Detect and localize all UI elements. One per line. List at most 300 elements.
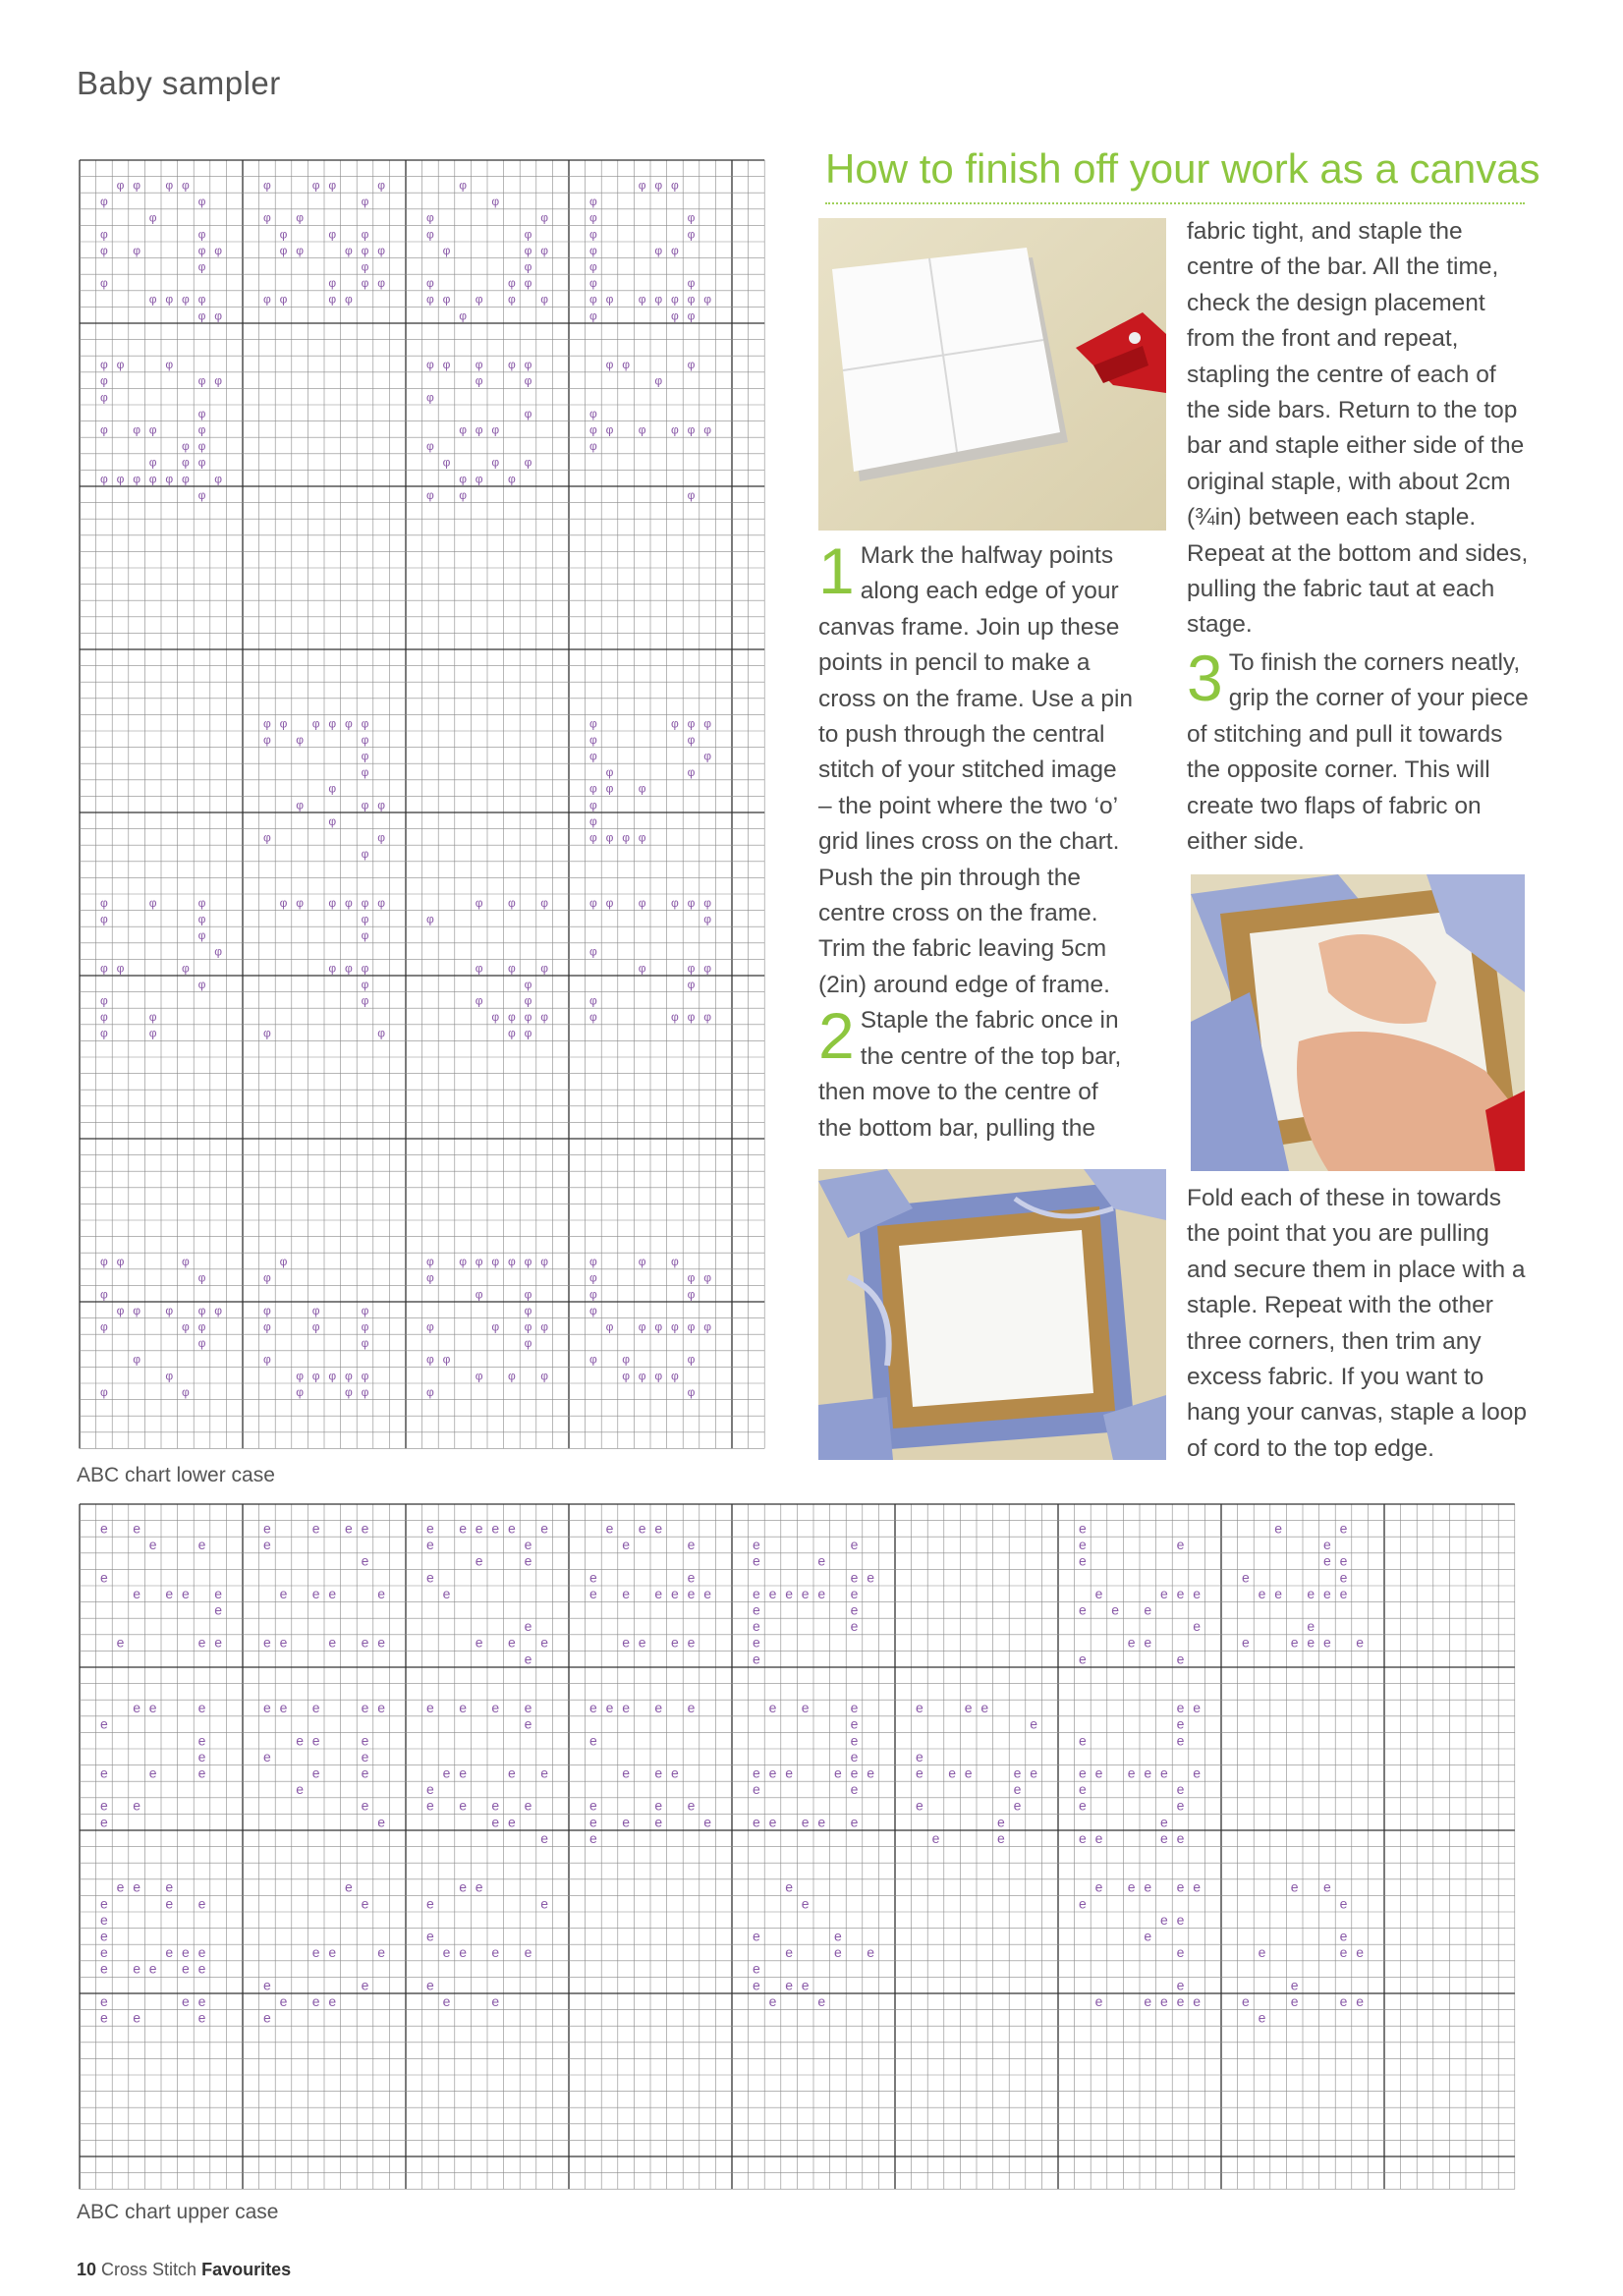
svg-text:e: e (1094, 1829, 1103, 1846)
svg-text:φ: φ (133, 178, 140, 193)
svg-text:e: e (850, 1700, 859, 1716)
svg-text:e: e (753, 1618, 760, 1635)
svg-text:φ: φ (622, 1352, 630, 1367)
svg-text:e: e (753, 1928, 760, 1944)
svg-text:e: e (687, 1537, 696, 1553)
svg-text:φ: φ (116, 961, 125, 976)
svg-text:φ: φ (182, 1319, 190, 1334)
svg-text:e: e (426, 1781, 434, 1798)
svg-text:e: e (1176, 1585, 1185, 1601)
svg-text:e: e (1030, 1715, 1037, 1732)
svg-text:φ: φ (589, 276, 597, 291)
svg-text:e: e (197, 1764, 206, 1781)
svg-text:e: e (1094, 1878, 1103, 1895)
svg-text:e: e (622, 1537, 630, 1553)
svg-text:e: e (1258, 1585, 1266, 1601)
svg-text:φ: φ (426, 358, 434, 372)
svg-text:e: e (801, 1895, 810, 1912)
svg-text:φ: φ (589, 1270, 597, 1285)
svg-text:e: e (311, 1764, 320, 1781)
svg-text:e: e (1323, 1552, 1331, 1569)
svg-text:φ: φ (197, 373, 206, 388)
svg-text:e: e (1079, 1552, 1087, 1569)
svg-text:φ: φ (116, 358, 125, 372)
svg-text:φ: φ (703, 749, 711, 763)
svg-text:e: e (540, 1634, 548, 1651)
svg-text:e: e (197, 1992, 206, 2009)
svg-text:e: e (1144, 1878, 1152, 1895)
svg-text:φ: φ (589, 813, 597, 828)
svg-text:e: e (311, 1520, 320, 1537)
svg-text:e: e (1307, 1585, 1315, 1601)
svg-text:φ: φ (459, 487, 467, 502)
svg-text:φ: φ (638, 961, 646, 976)
svg-text:e: e (1176, 1715, 1185, 1732)
svg-text:e: e (785, 1977, 793, 1993)
svg-text:φ: φ (540, 1319, 548, 1334)
svg-text:e: e (182, 1960, 190, 1977)
svg-text:e: e (1176, 1911, 1185, 1928)
svg-text:φ: φ (687, 358, 696, 372)
svg-text:φ: φ (540, 292, 548, 307)
svg-text:φ: φ (279, 1255, 288, 1269)
svg-text:φ: φ (361, 765, 369, 780)
svg-text:e: e (687, 1797, 696, 1814)
svg-text:e: e (1339, 1569, 1348, 1586)
svg-text:e: e (850, 1537, 859, 1553)
svg-text:φ: φ (377, 830, 385, 845)
svg-text:φ: φ (589, 243, 597, 257)
svg-text:φ: φ (654, 292, 663, 307)
svg-text:φ: φ (197, 227, 206, 242)
svg-text:φ: φ (524, 1303, 532, 1317)
svg-text:e: e (1094, 1992, 1103, 2009)
svg-text:e: e (311, 1732, 320, 1749)
svg-text:φ: φ (589, 749, 597, 763)
svg-text:φ: φ (491, 455, 500, 470)
svg-text:e: e (491, 1992, 500, 2009)
svg-text:e: e (361, 1764, 369, 1781)
svg-text:φ: φ (442, 243, 451, 257)
step-2-number: 2 (818, 999, 855, 1073)
svg-text:e: e (263, 1977, 271, 1993)
svg-text:φ: φ (148, 210, 157, 225)
svg-text:e: e (687, 1634, 696, 1651)
svg-text:e: e (654, 1814, 663, 1830)
svg-text:φ: φ (589, 195, 597, 209)
svg-text:e: e (850, 1732, 859, 1749)
svg-text:φ: φ (654, 243, 663, 257)
svg-text:φ: φ (703, 1010, 711, 1025)
svg-text:e: e (1339, 1928, 1348, 1944)
svg-text:e: e (1111, 1601, 1119, 1618)
svg-text:e: e (475, 1520, 483, 1537)
step-1-text: Mark the halfway points along each edge of your canvas frame. Join up these points in pencil to make a cross on the frame. Use a pin to push through the central stitch of your stitched image – the point where the two ‘o’ grid lines cross on the chart. Push the pin through the centre cross on the frame. Trim the fabric leaving 5cm (2in) around edge of frame. (818, 542, 1134, 998)
svg-text:φ: φ (116, 472, 125, 486)
svg-text:e: e (214, 1634, 222, 1651)
svg-text:φ: φ (165, 358, 174, 372)
svg-text:e: e (182, 1992, 190, 2009)
svg-text:φ: φ (491, 422, 500, 437)
step-2 (818, 999, 1135, 1147)
svg-text:e: e (475, 1634, 483, 1651)
svg-text:φ: φ (638, 1319, 646, 1334)
svg-text:φ: φ (605, 765, 614, 780)
svg-text:e: e (1079, 1601, 1087, 1618)
svg-text:e: e (1176, 1878, 1185, 1895)
svg-text:φ: φ (182, 439, 190, 454)
svg-text:φ: φ (459, 1255, 467, 1269)
svg-text:e: e (753, 1764, 760, 1781)
svg-text:φ: φ (328, 813, 337, 828)
svg-text:φ: φ (361, 749, 369, 763)
svg-text:e: e (1339, 1895, 1348, 1912)
svg-text:φ: φ (100, 373, 108, 388)
svg-text:e: e (100, 1715, 108, 1732)
svg-text:e: e (1160, 1911, 1168, 1928)
svg-text:φ: φ (671, 1010, 679, 1025)
svg-text:φ: φ (671, 308, 679, 323)
svg-text:e: e (964, 1764, 973, 1781)
svg-text:e: e (133, 1797, 140, 1814)
svg-text:φ: φ (540, 895, 548, 910)
abc-upper-case-chart (79, 1503, 1516, 2190)
svg-text:e: e (1013, 1764, 1022, 1781)
svg-text:e: e (1242, 1634, 1250, 1651)
svg-text:φ: φ (540, 1369, 548, 1383)
svg-text:e: e (100, 1764, 108, 1781)
svg-text:e: e (1079, 1797, 1087, 1814)
svg-text:e: e (1144, 1634, 1152, 1651)
svg-text:φ: φ (311, 1303, 320, 1317)
svg-text:φ: φ (491, 1319, 500, 1334)
svg-text:φ: φ (296, 798, 304, 812)
svg-text:e: e (296, 1732, 304, 1749)
svg-text:φ: φ (475, 373, 483, 388)
svg-text:φ: φ (687, 292, 696, 307)
svg-text:e: e (817, 1552, 826, 1569)
svg-text:e: e (703, 1585, 711, 1601)
svg-text:e: e (654, 1797, 663, 1814)
svg-text:e: e (279, 1585, 288, 1601)
svg-text:φ: φ (100, 276, 108, 291)
svg-text:φ: φ (605, 292, 614, 307)
svg-text:e: e (753, 1634, 760, 1651)
svg-text:e: e (1079, 1537, 1087, 1553)
svg-text:e: e (328, 1944, 337, 1961)
svg-text:φ: φ (263, 292, 271, 307)
svg-text:e: e (1258, 1944, 1266, 1961)
svg-text:e: e (459, 1878, 467, 1895)
svg-text:φ: φ (687, 1287, 696, 1302)
article-column-right (1187, 214, 1533, 860)
svg-text:φ: φ (508, 472, 516, 486)
svg-text:φ: φ (589, 406, 597, 420)
svg-text:φ: φ (100, 1010, 108, 1025)
svg-text:φ: φ (116, 178, 125, 193)
svg-text:e: e (197, 1634, 206, 1651)
svg-text:φ: φ (605, 830, 614, 845)
svg-text:φ: φ (589, 1352, 597, 1367)
svg-text:e: e (785, 1878, 793, 1895)
svg-text:φ: φ (426, 439, 434, 454)
svg-text:φ: φ (540, 243, 548, 257)
svg-text:φ: φ (540, 1255, 548, 1269)
svg-text:φ: φ (687, 308, 696, 323)
svg-text:φ: φ (345, 716, 353, 731)
svg-text:φ: φ (328, 178, 337, 193)
svg-text:φ: φ (197, 1319, 206, 1334)
svg-text:φ: φ (687, 276, 696, 291)
svg-text:e: e (589, 1732, 597, 1749)
svg-text:e: e (426, 1797, 434, 1814)
svg-text:φ: φ (491, 1010, 500, 1025)
svg-text:φ: φ (459, 422, 467, 437)
svg-text:e: e (133, 1585, 140, 1601)
svg-text:φ: φ (197, 259, 206, 274)
svg-text:e: e (1127, 1878, 1136, 1895)
svg-text:φ: φ (214, 1303, 222, 1317)
step-1-number: 1 (818, 534, 855, 607)
svg-text:φ: φ (589, 210, 597, 225)
svg-text:e: e (1094, 1585, 1103, 1601)
svg-text:e: e (508, 1520, 516, 1537)
svg-text:e: e (671, 1634, 679, 1651)
svg-text:φ: φ (100, 227, 108, 242)
svg-text:e: e (850, 1814, 859, 1830)
svg-text:e: e (426, 1928, 434, 1944)
svg-text:φ: φ (589, 716, 597, 731)
svg-text:φ: φ (263, 716, 271, 731)
svg-text:φ: φ (589, 798, 597, 812)
svg-text:e: e (916, 1748, 923, 1764)
svg-text:e: e (263, 1537, 271, 1553)
svg-text:e: e (768, 1585, 777, 1601)
svg-text:e: e (801, 1814, 810, 1830)
svg-text:e: e (1307, 1618, 1315, 1635)
svg-text:φ: φ (197, 422, 206, 437)
svg-text:φ: φ (703, 912, 711, 926)
svg-text:φ: φ (524, 1255, 532, 1269)
svg-text:φ: φ (671, 895, 679, 910)
svg-text:e: e (361, 1700, 369, 1716)
svg-text:φ: φ (638, 1369, 646, 1383)
photo-fabric-stapled (818, 1169, 1166, 1460)
svg-text:φ: φ (296, 243, 304, 257)
svg-text:e: e (753, 1960, 760, 1977)
svg-text:φ: φ (100, 243, 108, 257)
svg-text:φ: φ (426, 1384, 434, 1399)
svg-text:φ: φ (426, 487, 434, 502)
svg-text:e: e (867, 1944, 874, 1961)
svg-text:φ: φ (589, 292, 597, 307)
svg-text:φ: φ (361, 276, 369, 291)
svg-text:φ: φ (197, 895, 206, 910)
svg-text:φ: φ (182, 961, 190, 976)
svg-text:φ: φ (100, 358, 108, 372)
svg-text:φ: φ (361, 1303, 369, 1317)
svg-text:e: e (1193, 1992, 1201, 2009)
svg-text:φ: φ (475, 1287, 483, 1302)
svg-text:φ: φ (328, 276, 337, 291)
svg-text:φ: φ (687, 422, 696, 437)
svg-text:e: e (1176, 1537, 1185, 1553)
svg-text:φ: φ (622, 1369, 630, 1383)
step-1 (818, 534, 1135, 1003)
svg-text:e: e (442, 1992, 451, 2009)
svg-text:e: e (165, 1585, 174, 1601)
svg-text:φ: φ (197, 195, 206, 209)
svg-text:e: e (1307, 1634, 1315, 1651)
svg-text:e: e (948, 1764, 956, 1781)
svg-text:φ: φ (197, 455, 206, 470)
svg-text:φ: φ (508, 358, 516, 372)
svg-text:e: e (1258, 2009, 1266, 2026)
svg-text:e: e (1144, 1601, 1152, 1618)
svg-text:e: e (311, 1944, 320, 1961)
svg-text:φ: φ (524, 243, 532, 257)
svg-text:e: e (148, 1537, 157, 1553)
svg-text:φ: φ (605, 781, 614, 796)
svg-text:e: e (475, 1878, 483, 1895)
svg-text:φ: φ (361, 895, 369, 910)
svg-text:e: e (100, 2009, 108, 2026)
svg-text:φ: φ (328, 895, 337, 910)
svg-text:e: e (442, 1764, 451, 1781)
svg-text:e: e (524, 1797, 532, 1814)
svg-text:e: e (524, 1618, 532, 1635)
svg-text:e: e (654, 1585, 663, 1601)
svg-text:e: e (622, 1700, 630, 1716)
svg-text:φ: φ (687, 895, 696, 910)
svg-text:φ: φ (524, 276, 532, 291)
svg-text:φ: φ (345, 895, 353, 910)
svg-text:e: e (1323, 1878, 1331, 1895)
svg-text:e: e (1356, 1634, 1364, 1651)
svg-text:e: e (850, 1585, 859, 1601)
svg-text:φ: φ (442, 1352, 451, 1367)
svg-text:e: e (165, 1944, 174, 1961)
svg-text:φ: φ (459, 472, 467, 486)
svg-text:φ: φ (638, 292, 646, 307)
svg-text:e: e (442, 1585, 451, 1601)
svg-text:e: e (1160, 1814, 1168, 1830)
svg-text:e: e (589, 1829, 597, 1846)
svg-text:φ: φ (296, 732, 304, 747)
svg-text:φ: φ (589, 1010, 597, 1025)
svg-text:φ: φ (638, 895, 646, 910)
svg-text:φ: φ (475, 993, 483, 1008)
svg-text:e: e (100, 1569, 108, 1586)
final-text: Fold each of these in towards the point that you are pulling and secure them in place with a staple. Repeat with the other three corners, then trim any excess fabric. If you want to hang your canvas, staple a loop of cord to the top edge. (1187, 1185, 1527, 1462)
svg-text:e: e (589, 1814, 597, 1830)
svg-text:φ: φ (100, 912, 108, 926)
svg-text:e: e (508, 1764, 516, 1781)
svg-text:e: e (426, 1569, 434, 1586)
svg-text:φ: φ (491, 195, 500, 209)
svg-text:e: e (459, 1764, 467, 1781)
svg-text:φ: φ (279, 716, 288, 731)
svg-text:e: e (377, 1700, 385, 1716)
svg-text:φ: φ (263, 732, 271, 747)
svg-text:e: e (1013, 1797, 1022, 1814)
svg-text:e: e (867, 1764, 874, 1781)
svg-text:e: e (850, 1715, 859, 1732)
step-3-text: To finish the corners neatly, grip the corner of your piece of stitching and pull it towards the opposite corner. This will create two flaps of fabric on either side. (1187, 648, 1529, 855)
svg-text:e: e (964, 1700, 973, 1716)
svg-text:φ: φ (687, 227, 696, 242)
svg-text:φ: φ (100, 1255, 108, 1269)
svg-text:φ: φ (589, 422, 597, 437)
svg-text:φ: φ (361, 798, 369, 812)
svg-text:φ: φ (459, 178, 467, 193)
svg-text:φ: φ (133, 1352, 140, 1367)
svg-text:e: e (687, 1700, 696, 1716)
svg-text:φ: φ (524, 977, 532, 991)
svg-text:φ: φ (638, 830, 646, 845)
svg-text:e: e (1176, 1781, 1185, 1798)
svg-text:e: e (1176, 1797, 1185, 1814)
svg-text:φ: φ (182, 292, 190, 307)
svg-text:φ: φ (165, 1303, 174, 1317)
svg-text:φ: φ (687, 732, 696, 747)
svg-text:φ: φ (100, 422, 108, 437)
svg-text:e: e (753, 1601, 760, 1618)
svg-text:e: e (377, 1814, 385, 1830)
svg-text:φ: φ (459, 308, 467, 323)
svg-text:e: e (834, 1944, 842, 1961)
svg-text:φ: φ (116, 1303, 125, 1317)
svg-text:e: e (1079, 1520, 1087, 1537)
svg-text:φ: φ (311, 178, 320, 193)
svg-text:e: e (459, 1520, 467, 1537)
svg-text:φ: φ (508, 1026, 516, 1040)
svg-text:φ: φ (263, 1026, 271, 1040)
svg-text:e: e (817, 1992, 826, 2009)
svg-text:e: e (622, 1814, 630, 1830)
svg-text:φ: φ (361, 732, 369, 747)
svg-text:e: e (1339, 1992, 1348, 2009)
svg-text:e: e (100, 1911, 108, 1928)
svg-text:φ: φ (165, 292, 174, 307)
svg-text:e: e (1274, 1520, 1282, 1537)
svg-text:φ: φ (703, 1270, 711, 1285)
svg-text:φ: φ (524, 259, 532, 274)
svg-text:e: e (801, 1977, 810, 1993)
svg-text:φ: φ (654, 373, 663, 388)
svg-text:φ: φ (345, 292, 353, 307)
svg-text:φ: φ (540, 1010, 548, 1025)
svg-text:φ: φ (279, 227, 288, 242)
svg-text:φ: φ (589, 1287, 597, 1302)
svg-text:e: e (214, 1585, 222, 1601)
svg-text:φ: φ (508, 895, 516, 910)
svg-text:φ: φ (654, 178, 663, 193)
svg-text:e: e (638, 1520, 646, 1537)
svg-text:φ: φ (182, 178, 190, 193)
page-number: 10 (77, 2260, 97, 2279)
svg-text:e: e (589, 1797, 597, 1814)
svg-text:e: e (916, 1700, 923, 1716)
svg-text:φ: φ (361, 928, 369, 943)
svg-text:e: e (263, 1748, 271, 1764)
svg-text:φ: φ (100, 390, 108, 405)
svg-text:e: e (361, 1634, 369, 1651)
svg-text:e: e (197, 1700, 206, 1716)
svg-text:e: e (279, 1634, 288, 1651)
svg-text:e: e (361, 1977, 369, 1993)
svg-text:e: e (1356, 1944, 1364, 1961)
